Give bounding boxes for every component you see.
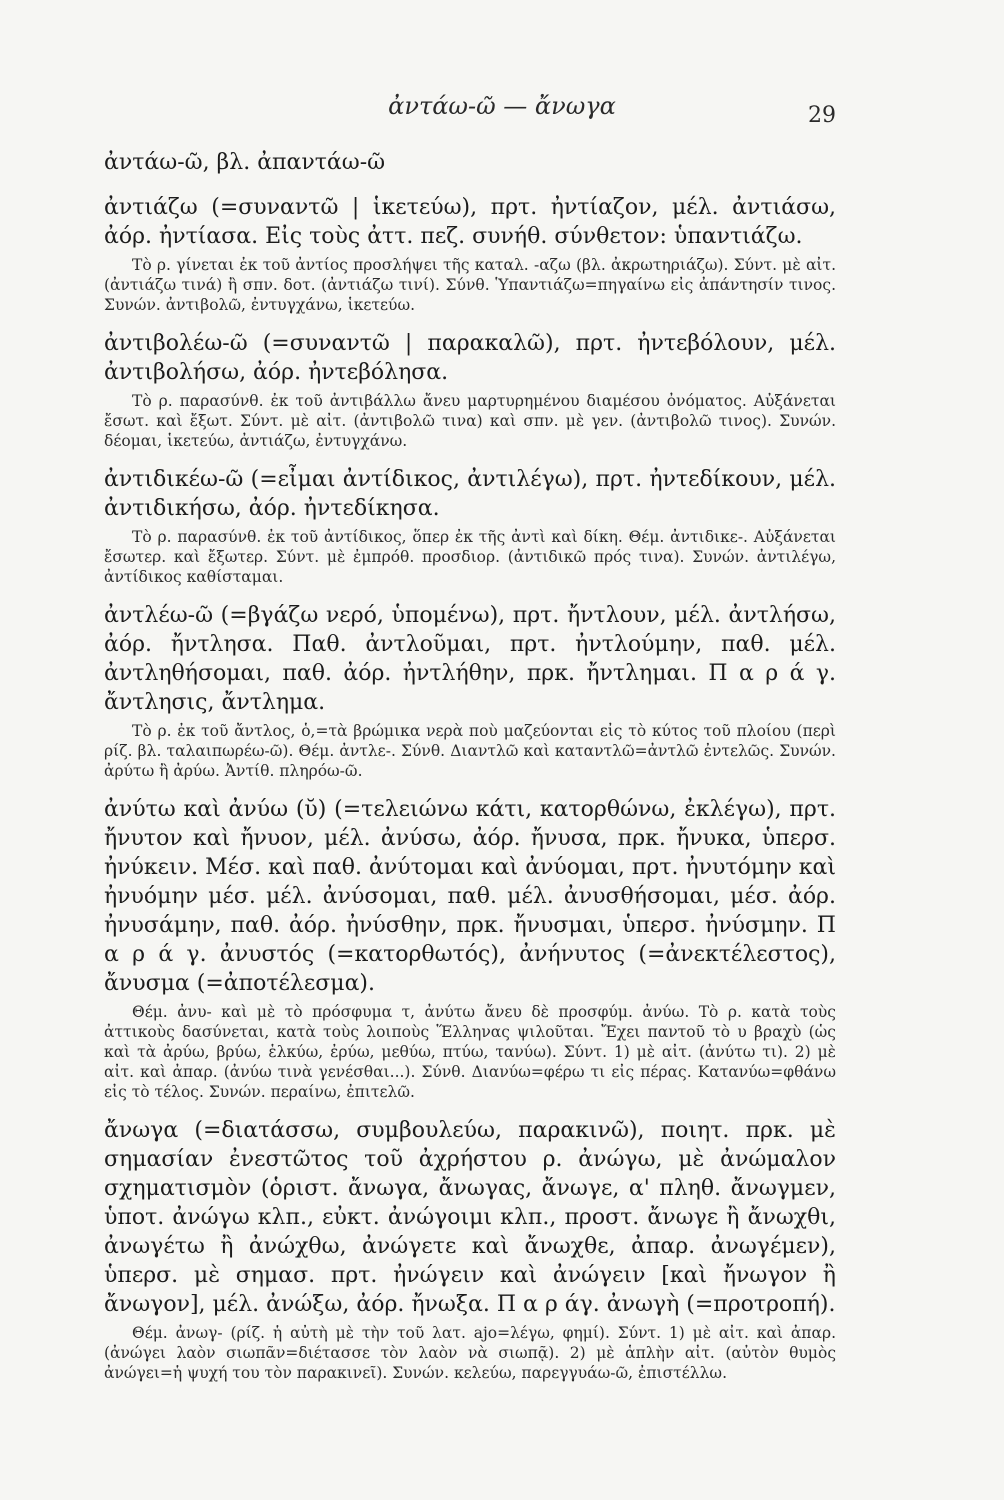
entry-note: Θέμ. ἀνυ- καὶ μὲ τὸ πρόσφυμα τ, ἀνύτω ἄνευ δὲ προσφύμ. ἀνύω. Τὸ ρ. κατὰ τοὺς ἀττικοὺς δασύνεται, κατὰ τοὺς λοιποὺς Ἕλληνας ψιλοῦται. Ἔχει παντοῦ τὸ υ βραχὺ (ὡς καὶ τὰ ἀρύω, βρύω, ἑλκύω, ἐρύω, μεθύω, πτύω, τανύω). Σύντ. 1) μὲ αἰτ. (ἀνύτω τι). 2) μὲ αἰτ. καὶ ἀπαρ. (ἀνύω τινὰ γενέσθαι...). Σύνθ. Διανύω=φέρω τι εἰς πέρας. Κατανύω=φθάνω εἰς τὸ τέλος. Συνών. περαίνω, ἐπιτελῶ. <box>104 1003 836 1101</box>
entry-main-text: ἄνωγα (=διατάσσω, συμβουλεύω, παρακινῶ), ποιητ. πρκ. μὲ σημασίαν ἐνεστῶτος τοῦ ἀχρήστου ρ. ἀνώγω, μὲ ἀνώμαλον σχηματισμὸν (ὁριστ. ἄνωγα, ἄνωγας, ἄνωγε, α' πληθ. ἄνωγμεν, ὑποτ. ἀνώγω κλπ., εὐκτ. ἀνώγοιμι κλπ., προστ. ἄνωγε ἢ ἄνωχθι, ἀνωγέτω ἢ ἀνώχθω, ἀνώγετε καὶ ἄνωχθε, ἀπαρ. ἀνωγέμεν), ὑπερσ. μὲ σημασ. πρτ. ἠνώγειν καὶ ἀνώγειν [καὶ ἤνωγον ἢ ἄνωγον], μέλ. ἀνώξω, ἀόρ. ἤνωξα. Π α ρ άγ. ἀνωγὴ (=προτροπή). <box>104 1118 836 1317</box>
entry-main-text: ἀντλέω-ῶ (=βγάζω νερό, ὑπομένω), πρτ. ἤντλουν, μέλ. ἀντλήσω, ἀόρ. ἤντλησα. Παθ. ἀντλοῦμαι, πρτ. ἠντλούμην, παθ. μέλ. ἀντληθήσομαι, παθ. ἀόρ. ἠντλήθην, πρκ. ἤντλημαι. Π α ρ ά γ. ἄντλησις, ἄντλημα. <box>104 603 836 715</box>
entry-antiazo <box>104 193 836 315</box>
entry-main-text: ἀντιβολέω-ῶ (=συναντῶ | παρακαλῶ), πρτ. ἠντεβόλουν, μέλ. ἀντιβολήσω, ἀόρ. ἠντεβόλησα. <box>104 331 836 385</box>
page-number: 29 <box>808 103 836 128</box>
entry-anoga <box>104 1116 836 1383</box>
entry-note: Τὸ ρ. γίνεται ἐκ τοῦ ἀντίος προσλήψει τῆς καταλ. -αζω (βλ. ἀκρωτηριάζω). Σύντ. μὲ αἰτ. (ἀντιάζω τινά) ἢ σπν. δοτ. (ἀντιάζω τινί). Σύνθ. Ὑπαντιάζω=πηγαίνω εἰς ἀπάντησίν τινος. Συνών. ἀντιβολῶ, ἐντυγχάνω, ἱκετεύω. <box>104 256 836 314</box>
entry-antidikeo <box>104 465 836 587</box>
entry-antiboleo <box>104 329 836 451</box>
entry-main-text: ἀντιδικέω-ῶ (=εἶμαι ἀντίδικος, ἀντιλέγω), πρτ. ἠντεδίκουν, μέλ. ἀντιδικήσω, ἀόρ. ἠντεδίκησα. <box>104 467 836 521</box>
entry-anyto <box>104 795 836 1102</box>
entry-note: Θέμ. ἀνωγ- (ρίζ. ἡ αὐτὴ μὲ τὴν τοῦ λατ. ajo=λέγω, φημί). Σύντ. 1) μὲ αἰτ. καὶ ἀπαρ. (ἀνώγει λαὸν σιωπᾶν=διέτασσε τὸν λαὸν νὰ σιωπᾷ). 2) μὲ ἁπλὴν αἰτ. (αὐτὸν θυμὸς ἀνώγει=ἡ ψυχή του τὸν παρακινεῖ). Συνών. κελεύω, παρεγγυάω-ῶ, ἐπιστέλλω. <box>104 1324 836 1382</box>
entries-column <box>104 148 836 1397</box>
entry-note: Τὸ ρ. ἐκ τοῦ ἄντλος, ὁ,=τὰ βρώμικα νερὰ ποὺ μαζεύονται εἰς τὸ κύτος τοῦ πλοίου (περὶ ρίζ. βλ. ταλαιπωρέω-ῶ). Θέμ. ἀντλε-. Σύνθ. Διαντλῶ καὶ καταντλῶ=ἀντλῶ ἐντελῶς. Συνών. ἀρύτω ἢ ἀρύω. Ἀντίθ. πληρόω-ῶ. <box>104 722 836 780</box>
entry-antao <box>104 148 836 177</box>
entry-main-text: ἀντάω-ῶ, βλ. ἀπαντάω-ῶ <box>104 150 386 175</box>
entry-note: Τὸ ρ. παρασύνθ. ἐκ τοῦ ἀντίδικος, ὅπερ ἐκ τῆς ἀντὶ καὶ δίκη. Θέμ. ἀντιδικε-. Αὐξάνεται ἔσωτερ. καὶ ἔξωτερ. Σύντ. μὲ ἐμπρόθ. προσδιορ. (ἀντιδικῶ πρός τινα). Συνών. ἀντιλέγω, ἀντίδικος καθίσταμαι. <box>104 528 836 586</box>
entry-main-text: ἀνύτω καὶ ἀνύω (ῠ) (=τελειώνω κάτι, κατορθώνω, ἐκλέγω), πρτ. ἤνυτον καὶ ἤνυον, μέλ. ἀνύσω, ἀόρ. ἤνυσα, πρκ. ἤνυκα, ὑπερσ. ἠνύκειν. Μέσ. καὶ παθ. ἀνύτομαι καὶ ἀνύομαι, πρτ. ἠνυτόμην καὶ ἠνυόμην μέσ. μέλ. ἀνύσομαι, παθ. μέλ. ἀνυσθήσομαι, μέσ. ἀόρ. ἠνυσάμην, παθ. ἀόρ. ἠνύσθην, πρκ. ἤνυσμαι, ὑπερσ. ἠνύσμην. Π α ρ ά γ. ἀνυστός (=κατορθωτός), ἀνήνυτος (=ἀνεκτέλεστος), ἄνυσμα (=ἀποτέλεσμα). <box>104 797 836 996</box>
entry-antleo <box>104 601 836 781</box>
entry-note: Τὸ ρ. παρασύνθ. ἐκ τοῦ ἀντιβάλλω ἄνευ μαρτυρημένου διαμέσου ὀνόματος. Αὐξάνεται ἔσωτ. καὶ ἔξωτ. Σύντ. μὲ αἰτ. (ἀντιβολῶ τινα) καὶ σπν. μὲ γεν. (ἀντιβολῶ τινος). Συνών. δέομαι, ἱκετεύω, ἀντιάζω, ἐντυγχάνω. <box>104 392 836 450</box>
entry-main-text: ἀντιάζω (=συναντῶ | ἱκετεύω), πρτ. ἠντίαζον, μέλ. ἀντιάσω, ἀόρ. ἠντίασα. Εἰς τοὺς ἀττ. πεζ. συνήθ. σύνθετον: ὑπαντιάζω. <box>104 195 836 249</box>
running-title: ἀντάω-ῶ — ἄνωγα <box>388 92 616 120</box>
